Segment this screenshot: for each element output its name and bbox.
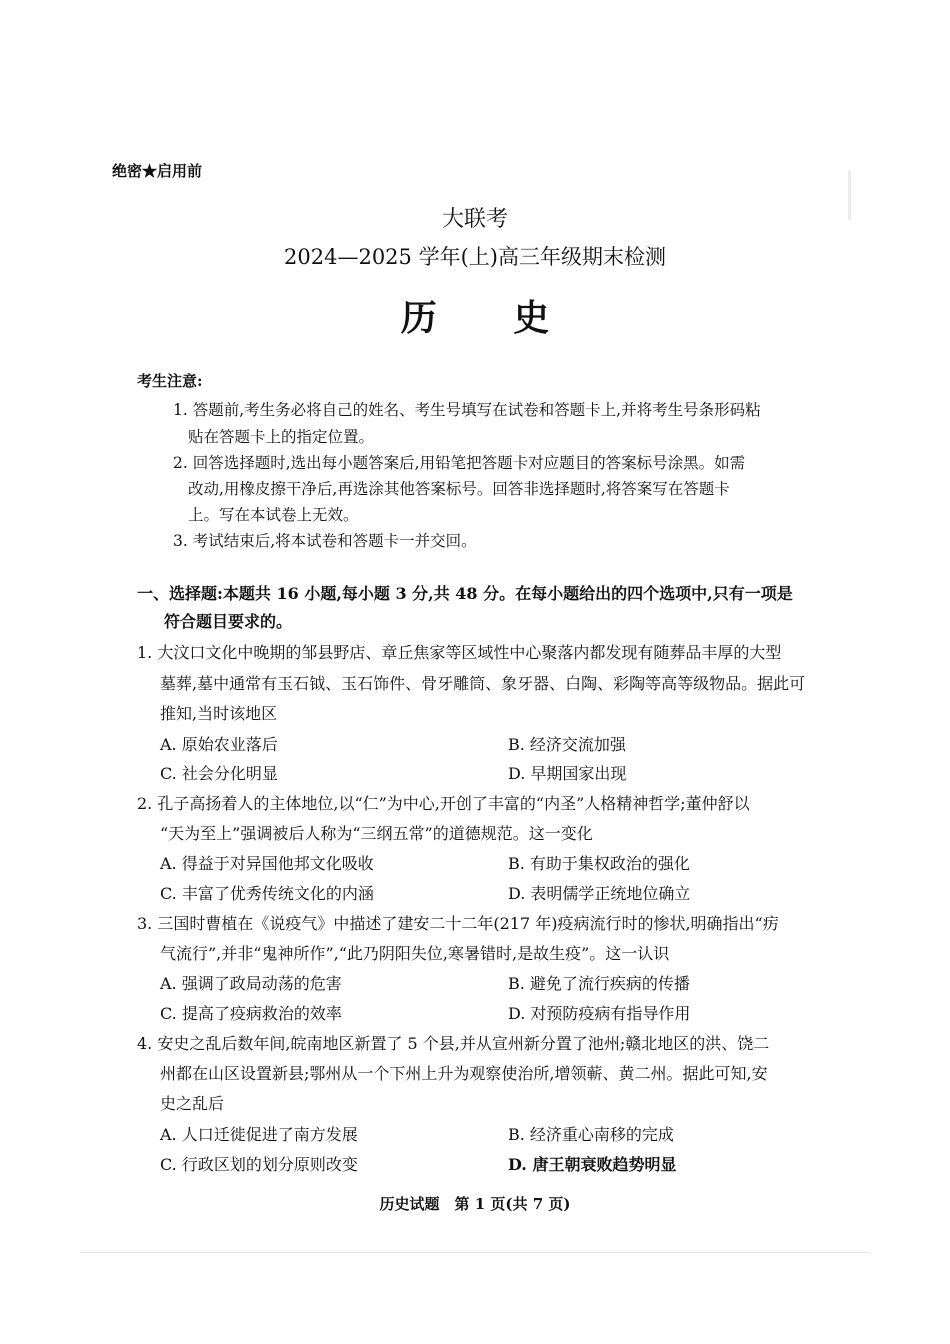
secret-mark: 绝密★启用前	[112, 162, 203, 180]
question-text: 推知,当时该地区	[160, 704, 278, 723]
question-text: 史之乱后	[160, 1094, 225, 1113]
option-c: C. 丰富了优秀传统文化的内涵	[160, 884, 374, 903]
page-footer: 历史试题 第 1 页(共 7 页)	[379, 1195, 571, 1213]
exam-title: 2024—2025 学年(上)高三年级期末检测	[284, 245, 666, 269]
question-text: “天为至上”强调被后人称为“三纲五常”的道德规范。这一变化	[160, 824, 593, 843]
option-d: D. 早期国家出现	[508, 764, 627, 783]
option-a: A. 人口迁徙促进了南方发展	[160, 1125, 358, 1144]
option-d: D. 唐王朝衰败趋势明显	[508, 1155, 677, 1174]
option-b: B. 有助于集权政治的强化	[508, 854, 690, 873]
notice-line: 1. 答题前,考生务必将自己的姓名、考生号填写在试卷和答题卡上,并将考生号条形码粘	[173, 401, 761, 419]
question-text: 墓葬,墓中通常有玉石钺、玉石饰件、骨牙雕筒、象牙器、白陶、彩陶等高等级物品。据此可	[160, 674, 806, 693]
option-c: C. 社会分化明显	[160, 764, 278, 783]
page-bottom-rule	[80, 1252, 870, 1253]
option-b: B. 经济交流加强	[508, 735, 626, 754]
notice-line: 贴在答题卡上的指定位置。	[188, 428, 375, 446]
question-text: 气流行”,并非“鬼神所作”,“此乃阴阳失位,寒暑错时,是故生疫”。这一认识	[160, 944, 670, 963]
notice-line: 改动,用橡皮擦干净后,再选涂其他答案标号。回答非选择题时,将答案写在答题卡	[188, 480, 730, 498]
question-text: 2. 孔子高扬着人的主体地位,以“仁”为中心,开创了丰富的“内圣”人格精神哲学;董仲舒以	[137, 794, 750, 813]
notice-line: 上。写在本试卷上无效。	[188, 506, 359, 524]
question-text: 4. 安史之乱后数年间,皖南地区新置了 5 个县,并从宣州新分置了池州;赣北地区的洪、饶二	[137, 1034, 770, 1053]
option-b: B. 经济重心南移的完成	[508, 1125, 674, 1144]
section-heading: 一、选择题:本题共 16 小题,每小题 3 分,共 48 分。在每小题给出的四个选项中,只有一项是	[137, 584, 793, 603]
option-c: C. 行政区划的划分原则改变	[160, 1155, 358, 1174]
organization-title: 大联考	[441, 207, 508, 232]
notice-line: 3. 考试结束后,将本试卷和答题卡一并交回。	[173, 532, 477, 550]
subject-title: 历 史	[400, 297, 582, 339]
option-c: C. 提高了疫病救治的效率	[160, 1004, 342, 1023]
option-d: D. 对预防疫病有指导作用	[508, 1004, 691, 1023]
notice-title: 考生注意:	[137, 372, 203, 390]
option-d: D. 表明儒学正统地位确立	[508, 884, 691, 903]
question-text: 州都在山区设置新县;鄂州从一个下州上升为观察使治所,增领蕲、黄二州。据此可知,安	[160, 1064, 768, 1083]
question-text: 3. 三国时曹植在《说疫气》中描述了建安二十二年(217 年)疫病流行时的惨状,明确指出“疠	[137, 914, 779, 933]
question-text: 1. 大汶口文化中晚期的邹县野店、章丘焦家等区域性中心聚落内都发现有随葬品丰厚的大型	[137, 643, 782, 662]
option-b: B. 避免了流行疾病的传播	[508, 974, 690, 993]
notice-line: 2. 回答选择题时,选出每小题答案后,用铅笔把答题卡对应题目的答案标号涂黑。如需	[173, 454, 746, 472]
section-heading-cont: 符合题目要求的。	[164, 612, 293, 631]
option-a: A. 得益于对异国他邦文化吸收	[160, 854, 374, 873]
option-a: A. 强调了政局动荡的危害	[160, 974, 342, 993]
option-a: A. 原始农业落后	[160, 735, 278, 754]
